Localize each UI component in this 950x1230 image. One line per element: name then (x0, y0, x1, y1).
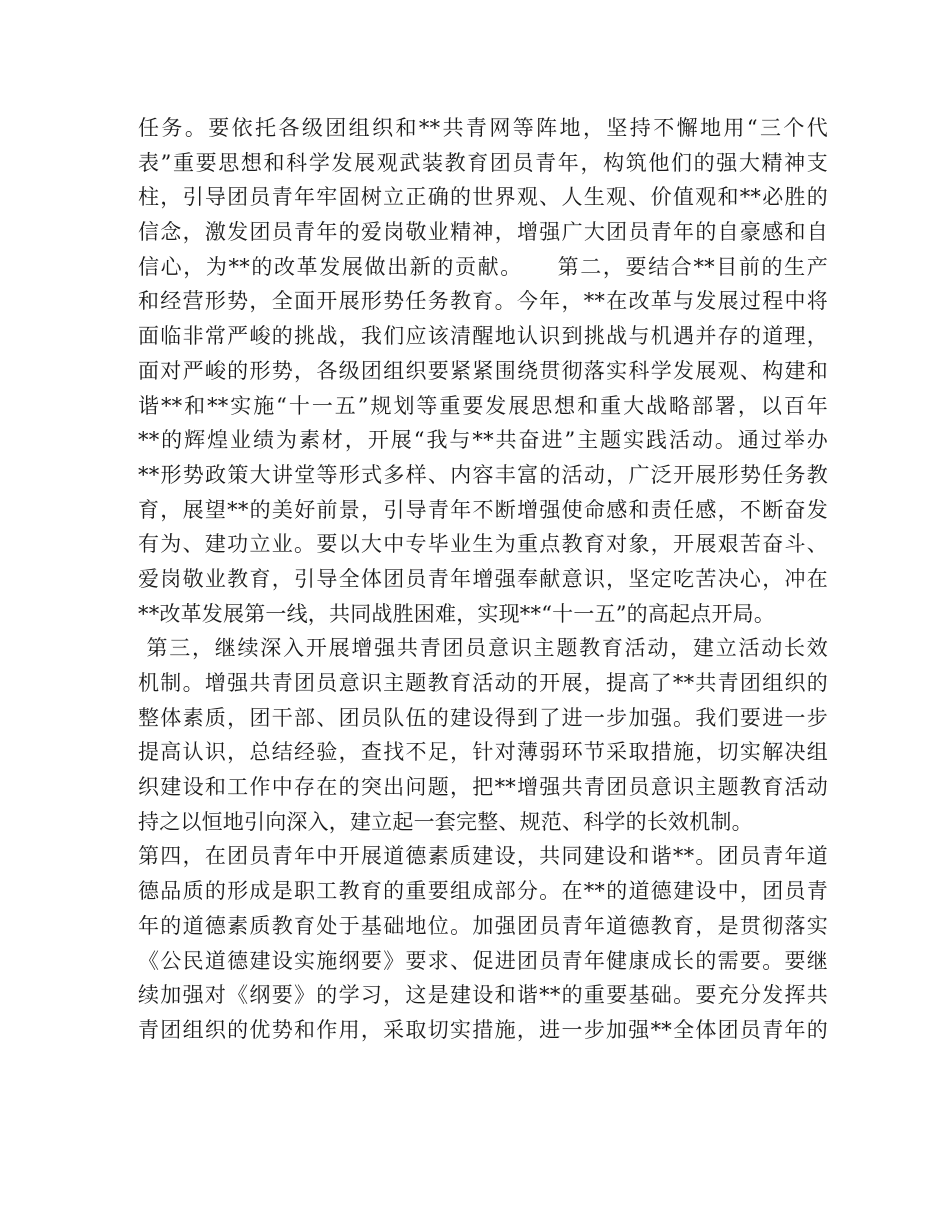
body-text (138, 111, 828, 1048)
text-line: **形势政策大讲堂等形式多样、内容丰富的活动，广泛开展形势任务教 (138, 462, 828, 487)
text-line: **的辉煌业绩为素材，开展“我与**共奋进”主题实践活动。通过举办 (138, 428, 828, 453)
text-line: 表”重要思想和科学发展观武装教育团员青年，构筑他们的强大精神支 (138, 150, 828, 175)
text-line: 谐**和**实施“十一五”规划等重要发展思想和重大战略部署，以百年 (138, 393, 828, 418)
text-line: 第三，继续深入开展增强共青团员意识主题教育活动，建立活动长效 (138, 636, 828, 661)
text-line: 《公民道德建设实施纲要》要求、促进团员青年健康成长的需要。要继 (138, 948, 828, 973)
text-line: 机制。增强共青团员意识主题教育活动的开展，提高了**共青团组织的 (138, 671, 828, 695)
text-line: 第四，在团员青年中开展道德素质建设，共同建设和谐**。团员青年道 (138, 844, 828, 869)
text-line: 和经营形势，全面开展形势任务教育。今年，**在改革与发展过程中将 (138, 289, 828, 314)
text-line: 面临非常严峻的挑战，我们应该清醒地认识到挑战与机遇并存的道理， (138, 324, 828, 349)
text-line: 信念，激发团员青年的爱岗敬业精神，增强广大团员青年的自豪感和自 (138, 220, 828, 245)
text-line: 年的道德素质教育处于基础地位。加强团员青年道德教育，是贯彻落实 (138, 913, 828, 938)
text-line: 任务。要依托各级团组织和**共青网等阵地，坚持不懈地用“三个代 (138, 116, 828, 140)
text-line: 面对严峻的形势，各级团组织要紧紧围绕贯彻落实科学发展观、构建和 (138, 358, 828, 383)
text-line: 整体素质，团干部、团员队伍的建设得到了进一步加强。我们要进一步 (138, 705, 828, 730)
text-line: 育，展望**的美好前景，引导青年不断增强使命感和责任感，不断奋发 (138, 497, 828, 522)
text-line: 青团组织的优势和作用，采取切实措施，进一步加强**全体团员青年的 (138, 1017, 828, 1042)
text-line: 持之以恒地引向深入，建立起一套完整、规范、科学的长效机制。 (138, 809, 753, 834)
text-line: 柱，引导团员青年牢固树立正确的世界观、人生观、价值观和**必胜的 (138, 185, 828, 210)
text-line: 提高认识，总结经验，查找不足，针对薄弱环节采取措施，切实解决组 (138, 740, 828, 765)
text-line: 有为、建功立业。要以大中专毕业生为重点教育对象，开展艰苦奋斗、 (138, 532, 828, 557)
text-line: 德品质的形成是职工教育的重要组成部分。在**的道德建设中，团员青 (138, 879, 828, 904)
text-line: 信心，为**的改革发展做出新的贡献。 第二，要结合**目前的生产 (138, 254, 828, 279)
text-line: **改革发展第一线，共同战胜困难，实现**“十一五”的高起点开局。 (138, 601, 776, 626)
text-line: 续加强对《纲要》的学习，这是建设和谐**的重要基础。要充分发挥共 (138, 983, 828, 1008)
text-line: 爱岗敬业教育，引导全体团员青年增强奉献意识，坚定吃苦决心，冲在 (138, 566, 828, 591)
text-line: 织建设和工作中存在的突出问题，把**增强共青团员意识主题教育活动 (138, 775, 828, 800)
